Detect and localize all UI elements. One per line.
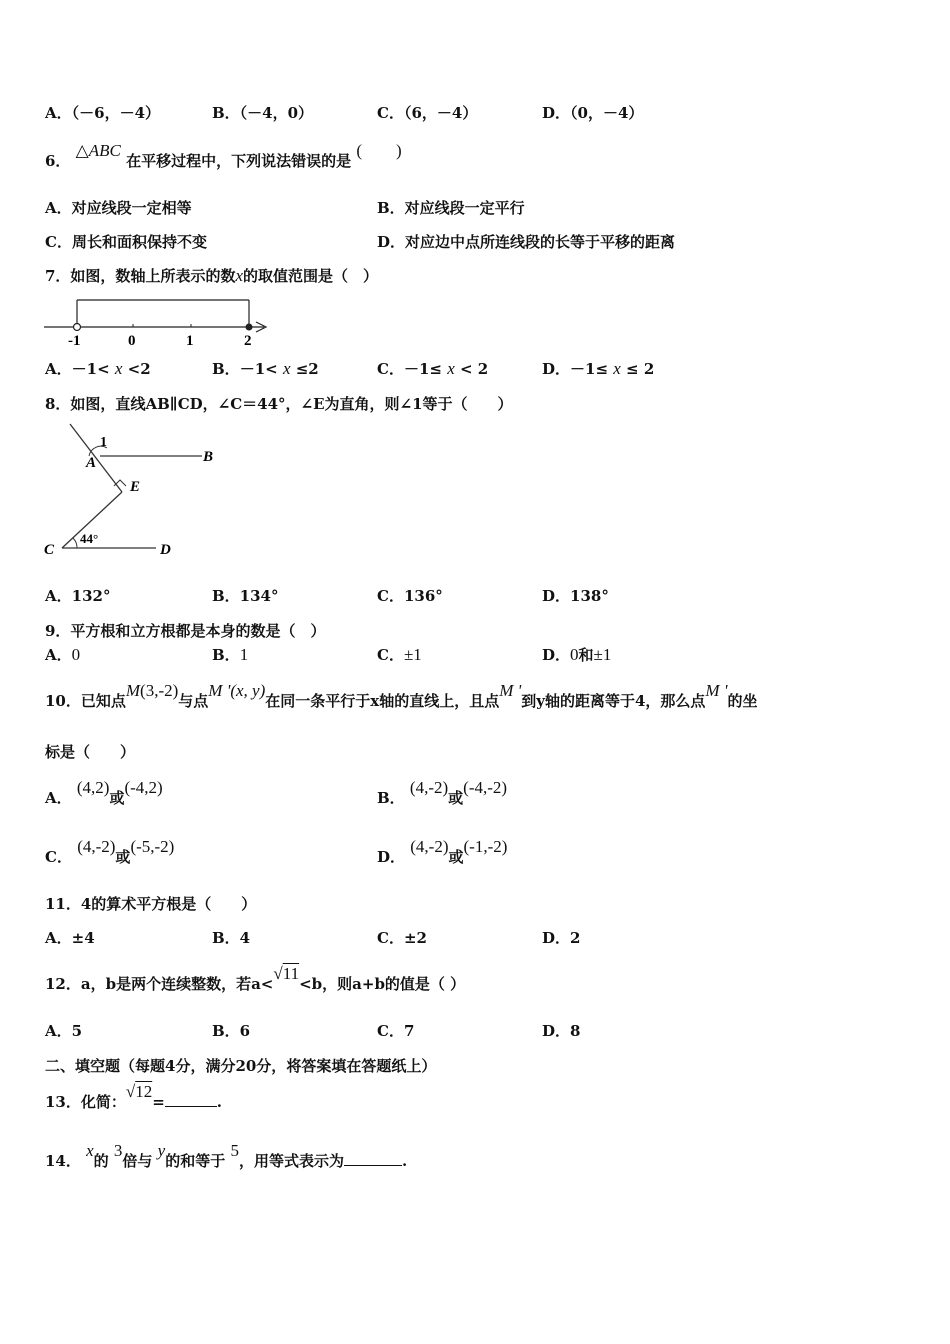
q7-b-var: x <box>282 359 291 378</box>
q12-stem-a: 12．a，b是两个连续整数，若a< <box>45 975 274 993</box>
q8-label-b: B <box>203 449 214 465</box>
q14-y: y <box>157 1141 166 1160</box>
q7-number-line <box>42 292 274 350</box>
q14-t4: ，用等式表示为 <box>238 1152 344 1170</box>
q12-stem-b: <b，则a+b的值是（ ） <box>299 975 466 993</box>
q10-stem-e: 的坐 <box>727 692 758 710</box>
q10-option-c <box>45 837 175 867</box>
q7-stem <box>45 265 378 286</box>
q10-b-first: (4,-2) <box>409 778 449 797</box>
q11-option-c: C．±2 <box>377 929 427 947</box>
q8-figure <box>40 420 230 565</box>
q7-a-right: <2 <box>127 360 151 378</box>
q10-option-d <box>377 837 508 867</box>
q10-stem-d: 到y轴的距离等于4，那么点 <box>521 692 706 710</box>
q13-answer-blank[interactable] <box>165 1094 217 1107</box>
q14-t3: 的和等于 <box>165 1152 226 1170</box>
q10-b-label: B． <box>377 789 405 807</box>
q10-b-second: (-4,-2) <box>463 778 508 797</box>
q10-stem-c: 在同一条平行于x轴的直线上，且点 <box>265 692 500 710</box>
q9-option-b <box>212 644 248 665</box>
q11-stem: 11．4的算术平方根是（ ） <box>45 895 257 913</box>
q10-b-or: 或 <box>448 789 464 807</box>
q10-d-second: (-1,-2) <box>463 837 508 856</box>
q6-option-c: C．周长和面积保持不变 <box>45 233 207 251</box>
q7-var: x <box>235 266 243 285</box>
q9-option-a <box>45 644 80 665</box>
q9-d-value: 0 <box>570 645 579 664</box>
q10-c-label: C． <box>45 848 72 866</box>
q12-option-b: B．6 <box>212 1022 251 1040</box>
q6-option-b: B．对应线段一定平行 <box>377 199 525 217</box>
q14-t2: 倍与 <box>122 1152 153 1170</box>
q7-b-left: －1< <box>239 360 278 378</box>
q7-label-1: 1 <box>186 333 194 349</box>
q6-number: 6． <box>45 152 71 170</box>
q7-c-label: C． <box>377 360 404 378</box>
q10-mp-2: M ' <box>499 681 522 700</box>
q8-option-b: B．134° <box>212 587 279 605</box>
q13-period: . <box>216 1093 223 1111</box>
q8-option-a: A．132° <box>45 587 111 605</box>
q9-b-label: B． <box>212 646 240 664</box>
q13-stem <box>45 1082 223 1112</box>
q7-d-label: D． <box>542 360 571 378</box>
q8-stem: 8．如图，直线AB∥CD，∠C＝44°，∠E为直角，则∠1等于（ ） <box>45 395 513 413</box>
q10-d-or: 或 <box>448 848 464 866</box>
q10-d-first: (4,-2) <box>410 837 449 856</box>
q6-stem <box>45 141 402 171</box>
q7-c-var: x <box>447 359 455 378</box>
q10-m: M <box>125 681 141 700</box>
q9-stem: 9．平方根和立方根都是本身的数是（ ） <box>45 622 326 640</box>
q9-d-label: D． <box>542 646 571 664</box>
q7-option-c <box>377 358 488 379</box>
q9-c-value: ±1 <box>403 645 422 664</box>
q10-c-second: (-5,-2) <box>130 837 175 856</box>
q10-stem-a: 10．已知点 <box>45 692 126 710</box>
q5-option-c: C．（6，－4） <box>377 104 478 122</box>
q10-a-label: A． <box>45 789 72 807</box>
q10-d-label: D． <box>377 848 406 866</box>
q9-d-value2: ±1 <box>593 645 612 664</box>
q8-label-1: 1 <box>100 435 107 450</box>
q7-stem-b: 的取值范围是（ ） <box>243 267 379 285</box>
q7-a-label: A． <box>45 360 72 378</box>
q7-d-right: ≤ 2 <box>626 360 655 378</box>
q14-period: . <box>401 1152 408 1170</box>
q7-label-0: 0 <box>128 333 136 349</box>
q5-option-b: B．（－4，0） <box>212 104 314 122</box>
q13-equals: = <box>152 1093 165 1111</box>
q9-a-label: A． <box>45 646 72 664</box>
q12-radicand: 11 <box>282 964 300 983</box>
q7-option-a <box>45 358 151 379</box>
q10-mp: M ' <box>208 681 231 700</box>
q8-option-c: C．136° <box>377 587 443 605</box>
q12-stem <box>45 964 466 994</box>
q7-c-right: < 2 <box>459 360 489 378</box>
q14-five: 5 <box>230 1141 239 1160</box>
q7-label-neg1: -1 <box>68 333 81 349</box>
q14-three: 3 <box>113 1141 123 1160</box>
q10-c-or: 或 <box>115 848 131 866</box>
q5-option-d: D．（0，－4） <box>542 104 644 122</box>
q7-b-right: ≤2 <box>295 360 319 378</box>
q13-radicand: 12 <box>135 1082 153 1101</box>
q10-a-or: 或 <box>109 789 125 807</box>
q10-stem-b: 与点 <box>178 692 209 710</box>
section-2-title: 二、填空题（每题4分，满分20分，将答案填在答题纸上） <box>45 1057 437 1075</box>
q8-label-angle: 44° <box>80 531 99 546</box>
q9-option-c <box>377 644 422 665</box>
q11-option-d: D．2 <box>542 929 581 947</box>
q11-option-b: B．4 <box>212 929 251 947</box>
q7-a-var: x <box>114 359 123 378</box>
q9-c-label: C． <box>377 646 404 664</box>
q13-sqrt: √12 <box>125 1082 153 1101</box>
q14-number: 14． <box>45 1152 81 1170</box>
q7-d-left: －1≤ <box>570 360 609 378</box>
q7-b-label: B． <box>212 360 240 378</box>
q14-t1: 的 <box>93 1152 109 1170</box>
q7-stem-a: 7．如图，数轴上所表示的数 <box>45 267 236 285</box>
q14-x: x <box>86 1141 94 1160</box>
q10-stem <box>45 681 758 711</box>
q9-b-value: 1 <box>239 645 249 664</box>
q10-stem-cont: 标是（ ） <box>45 743 136 761</box>
q14-stem <box>45 1141 408 1171</box>
q10-m-coord: (3,-2) <box>140 681 179 700</box>
q10-mp-3: M ' <box>705 681 728 700</box>
q6-paren: ( ) <box>356 141 402 160</box>
q10-c-first: (4,-2) <box>77 837 116 856</box>
q9-a-value: 0 <box>71 645 81 664</box>
q10-mp-coord: (x, y) <box>230 681 266 700</box>
q7-option-d <box>542 358 654 379</box>
q7-option-b <box>212 358 319 379</box>
q10-option-b <box>377 778 508 808</box>
q10-a-first: (4,2) <box>76 778 110 797</box>
q6-option-a: A．对应线段一定相等 <box>45 199 192 217</box>
q12-sqrt: √11 <box>273 964 300 983</box>
q6-triangle: △ABC <box>75 141 121 160</box>
q7-c-left: －1≤ <box>403 360 442 378</box>
q5-option-a: A．（－6，－4） <box>45 104 161 122</box>
q9-option-d <box>542 644 611 665</box>
q13-stem-a: 13．化简： <box>45 1093 126 1111</box>
q6-text: 在平移过程中，下列说法错误的是 <box>126 152 352 170</box>
q7-open-point <box>74 324 81 331</box>
q10-a-second: (-4,2) <box>124 778 163 797</box>
q7-closed-point <box>246 324 253 331</box>
q8-label-a: A <box>86 455 97 471</box>
q7-a-left: －1< <box>71 360 110 378</box>
q12-option-d: D．8 <box>542 1022 581 1040</box>
q7-d-var: x <box>613 359 621 378</box>
q9-d-mid: 和 <box>578 646 594 664</box>
q10-option-a <box>45 778 163 808</box>
q8-option-d: D．138° <box>542 587 609 605</box>
q11-option-a: A．±4 <box>45 929 95 947</box>
q8-label-d: D <box>160 542 171 558</box>
q8-label-e: E <box>130 479 141 495</box>
q6-option-d: D．对应边中点所连线段的长等于平移的距离 <box>377 233 676 251</box>
q8-label-c: C <box>44 542 55 558</box>
q7-label-2: 2 <box>244 333 252 349</box>
q14-answer-blank[interactable] <box>344 1153 402 1166</box>
q12-option-a: A．5 <box>45 1022 83 1040</box>
q12-option-c: C．7 <box>377 1022 415 1040</box>
